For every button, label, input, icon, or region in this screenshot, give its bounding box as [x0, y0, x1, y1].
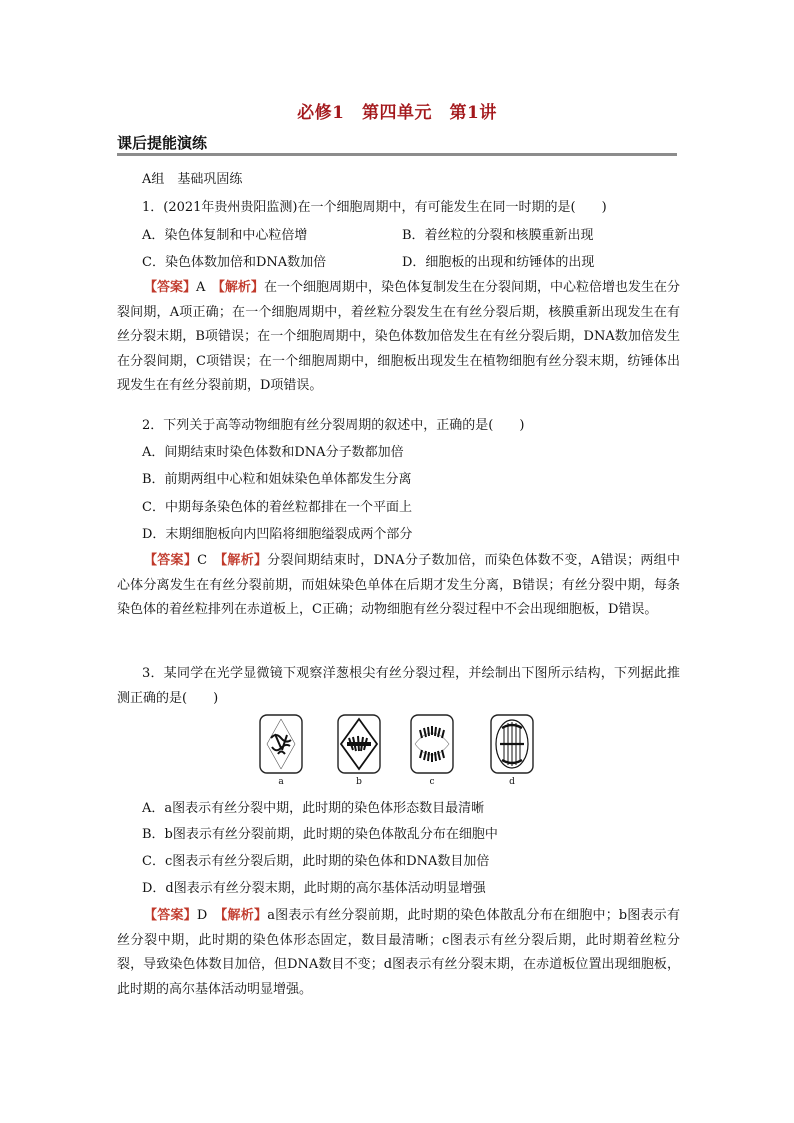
- q3-option-c: C．c图表示有丝分裂后期，此时期的染色体和DNA数目加倍: [142, 854, 490, 869]
- analysis-label: 【解析】: [220, 553, 268, 568]
- page-title: 必修1 第四单元 第1讲: [297, 103, 497, 123]
- cell-diagram-a: [259, 714, 303, 774]
- mitosis-figure: [259, 714, 540, 792]
- q1-option-a: A．染色体复制和中心粒倍增: [142, 228, 308, 243]
- section-heading: 课后提能演练: [117, 134, 208, 152]
- cell-diagram-b: [337, 714, 381, 774]
- analysis-text: 在一个细胞周期中，染色体复制发生在分裂间期，中心粒倍增也发生在分裂间期，A项正确；在一个细胞周期中，着丝粒分裂发生在有丝分裂后期，核膜重新出现发生在有丝分裂末期，B项错误；在一个细胞周期中，染色体数加倍发生在有丝分裂后期，DNA数加倍发生在分裂间期，C项错误；在一个细胞周期中，细胞板出现发生在植物细胞有丝分裂末期，纺锤体出现发生在有丝分裂前期，D项错误。: [117, 280, 680, 394]
- q3-option-b: B．b图表示有丝分裂前期，此时期的染色体散乱分布在细胞中: [142, 827, 498, 842]
- figure-label-b: b: [356, 777, 362, 787]
- q1-option-c: C．染色体数加倍和DNA数加倍: [142, 255, 327, 270]
- answer-value: D: [196, 908, 208, 923]
- cell-diagram-c: [410, 714, 454, 774]
- answer-label: 【答案】: [144, 553, 198, 568]
- q3-answer-block: [117, 904, 680, 1002]
- q3-option-a: A．a图表示有丝分裂中期，此时期的染色体形态数目最清晰: [142, 801, 485, 816]
- q3-stem: 3．某同学在光学显微镜下观察洋葱根尖有丝分裂过程，并绘制出下图所示结构，下列据此推测正确的是( ): [117, 666, 680, 706]
- analysis-text: a图表示有丝分裂前期，此时期的染色体散乱分布在细胞中；b图表示有丝分裂中期，此时期的染色体形态固定，数目最清晰；c图表示有丝分裂后期，此时期着丝粒分裂，导致染色体数目加倍，但DNA数目不变；d图表示有丝分裂末期，在赤道板位置出现细胞板，此时期的高尔基体活动明显增强。: [117, 908, 680, 997]
- cell-diagram-d: [490, 714, 534, 774]
- answer-value: A: [196, 280, 206, 295]
- q2-option-c: C．中期每条染色体的着丝粒都排在一个平面上: [142, 500, 412, 515]
- q2-answer-block: [117, 549, 680, 623]
- analysis-label: 【解析】: [218, 280, 264, 295]
- answer-label: 【答案】: [144, 908, 197, 923]
- group-label: A组 基础巩固练: [142, 172, 243, 187]
- q1-option-b: B．着丝粒的分裂和核膜重新出现: [402, 228, 594, 243]
- figure-label-d: d: [509, 777, 515, 787]
- answer-label: 【答案】: [144, 280, 197, 295]
- q3-option-d: D．d图表示有丝分裂末期，此时期的高尔基体活动明显增强: [142, 881, 486, 896]
- q1-stem: 1．(2021年贵州贵阳监测)在一个细胞周期中，有可能发生在同一时期的是( ): [142, 200, 607, 215]
- answer-value: C: [197, 553, 208, 568]
- figure-label-a: a: [278, 777, 284, 787]
- heading-divider: [117, 153, 677, 156]
- q2-option-b: B．前期两组中心粒和姐妹染色单体都发生分离: [142, 472, 412, 487]
- q2-option-a: A．间期结束时染色体数和DNA分子数都加倍: [142, 445, 404, 460]
- figure-label-c: c: [429, 777, 435, 787]
- q2-stem: 2．下列关于高等动物细胞有丝分裂周期的叙述中，正确的是( ): [142, 418, 525, 433]
- q2-option-d: D．末期细胞板向内凹陷将细胞缢裂成两个部分: [142, 527, 413, 542]
- analysis-label: 【解析】: [220, 908, 268, 923]
- q1-option-d: D．细胞板的出现和纺锤体的出现: [402, 255, 595, 270]
- q1-answer-block: [117, 276, 680, 399]
- analysis-text: 分裂间期结束时，DNA分子数加倍，而染色体数不变，A错误；两组中心体分离发生在有丝分裂前期，而姐妹染色单体在后期才发生分离，B错误；有丝分裂中期，每条染色体的着丝粒排列在赤道板上，C正确；动物细胞有丝分裂过程中不会出现细胞板，D错误。: [117, 553, 680, 618]
